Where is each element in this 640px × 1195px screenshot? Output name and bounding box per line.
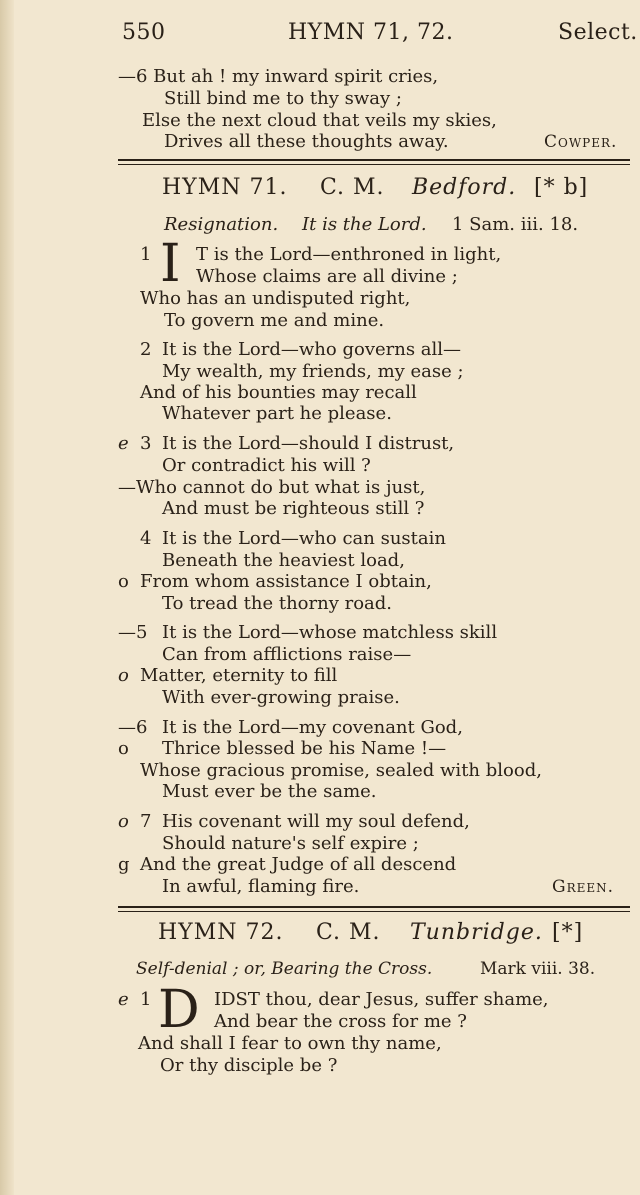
verse-line: To tread the thorny road. <box>162 593 393 614</box>
verse-line: In awful, flaming fire. <box>162 876 360 897</box>
verse-line: With ever-growing praise. <box>162 687 400 708</box>
verse-line: Can from afflictions raise— <box>162 644 412 665</box>
page-number: 550 <box>122 20 166 45</box>
verse-line: Thrice blessed be his Name !— <box>162 738 447 759</box>
verse-number: 1 <box>140 244 152 265</box>
dynamic-mark: o <box>118 665 129 686</box>
dynamic-mark: o <box>118 811 129 832</box>
prev-hymn-line-2: Still bind me to thy sway ; <box>164 88 402 109</box>
hymn71-reference: 1 Sam. iii. 18. <box>452 214 579 235</box>
divider-rule-thin <box>118 911 630 912</box>
dynamic-mark: o <box>118 738 129 759</box>
verse-line: And the great Judge of all descend <box>140 854 457 875</box>
dynamic-mark: e <box>118 989 129 1010</box>
prev-hymn-line-1: —6 But ah ! my inward spirit cries, <box>118 66 439 87</box>
verse-line: Beneath the heaviest load, <box>162 550 405 571</box>
verse-number: 2 <box>140 339 152 360</box>
verse-line: It is the Lord—whose matchless skill <box>162 622 498 643</box>
verse-line: Whose gracious promise, sealed with blood, <box>140 760 542 781</box>
drop-cap: I <box>160 234 181 294</box>
hymn71-number: HYMN 71. <box>162 175 288 200</box>
hymn71-author: Green. <box>552 877 615 897</box>
dynamic-mark: e <box>118 433 129 454</box>
drop-cap: D <box>158 980 200 1040</box>
verse-line: Whose claims are all divine ; <box>196 266 458 287</box>
verse-line: Must ever be the same. <box>162 781 377 802</box>
dynamic-mark: o <box>118 571 129 592</box>
verse-line: And bear the cross for me ? <box>214 1011 467 1032</box>
verse-line: From whom assistance I obtain, <box>140 571 432 592</box>
verse-line: It is the Lord—who can sustain <box>162 528 446 549</box>
hymn72-subject: Self-denial ; or, Bearing the Cross. <box>136 959 433 979</box>
hymn71-tune: Bedford. <box>412 175 517 200</box>
verse-line: And of his bounties may recall <box>140 382 417 403</box>
hymn71-mark: [* b] <box>534 175 589 200</box>
verse-line: Or contradict his will ? <box>162 455 371 476</box>
hymn71-subtitle: It is the Lord. <box>302 214 427 235</box>
hymn72-number: HYMN 72. <box>158 920 284 945</box>
verse-line: It is the Lord—my covenant God, <box>162 717 463 738</box>
divider-rule-thin <box>118 164 630 165</box>
verse-line: And must be righteous still ? <box>162 498 425 519</box>
verse-number: —6 <box>118 717 148 738</box>
verse-line: And shall I fear to own thy name, <box>138 1033 442 1054</box>
hymn72-tune: Tunbridge. <box>410 920 543 945</box>
verse-line: My wealth, my friends, my ease ; <box>162 361 464 382</box>
hymn72-reference: Mark viii. 38. <box>480 959 596 979</box>
verse-line: IDST thou, dear Jesus, suffer shame, <box>214 989 549 1010</box>
hymn71-meter: C. M. <box>320 175 385 200</box>
page-edge-shadow <box>0 0 14 1195</box>
verse-number: 4 <box>140 528 152 549</box>
verse-line: T is the Lord—enthroned in light, <box>196 244 502 265</box>
running-title: HYMN 71, 72. <box>288 20 454 45</box>
divider-rule <box>118 906 630 908</box>
verse-number: —5 <box>118 622 148 643</box>
verse-line: It is the Lord—who governs all— <box>162 339 462 360</box>
verse-line: Or thy disciple be ? <box>160 1055 338 1076</box>
verse-number: 1 <box>140 989 152 1010</box>
verse-line: Matter, eternity to fill <box>140 665 338 686</box>
verse-line: Should nature's self expire ; <box>162 833 419 854</box>
verse-line: Whatever part he please. <box>162 403 392 424</box>
verse-line: —Who cannot do but what is just, <box>118 477 426 498</box>
verse-line: Who has an undisputed right, <box>140 288 411 309</box>
hymn71-subject: Resignation. <box>164 214 279 235</box>
section-label: Select. <box>558 20 638 45</box>
prev-hymn-line-4: Drives all these thoughts away. <box>164 131 449 152</box>
verse-line: To govern me and mine. <box>164 310 385 331</box>
verse-number: 3 <box>140 433 152 454</box>
verse-line: His covenant will my soul defend, <box>162 811 470 832</box>
hymn72-mark: [*] <box>552 920 584 945</box>
dynamic-mark: g <box>118 854 130 875</box>
prev-hymn-author: Cowper. <box>544 132 618 152</box>
verse-number: 7 <box>140 811 152 832</box>
hymn72-meter: C. M. <box>316 920 381 945</box>
verse-line: It is the Lord—should I distrust, <box>162 433 455 454</box>
divider-rule <box>118 159 630 161</box>
prev-hymn-line-3: Else the next cloud that veils my skies, <box>142 110 497 131</box>
